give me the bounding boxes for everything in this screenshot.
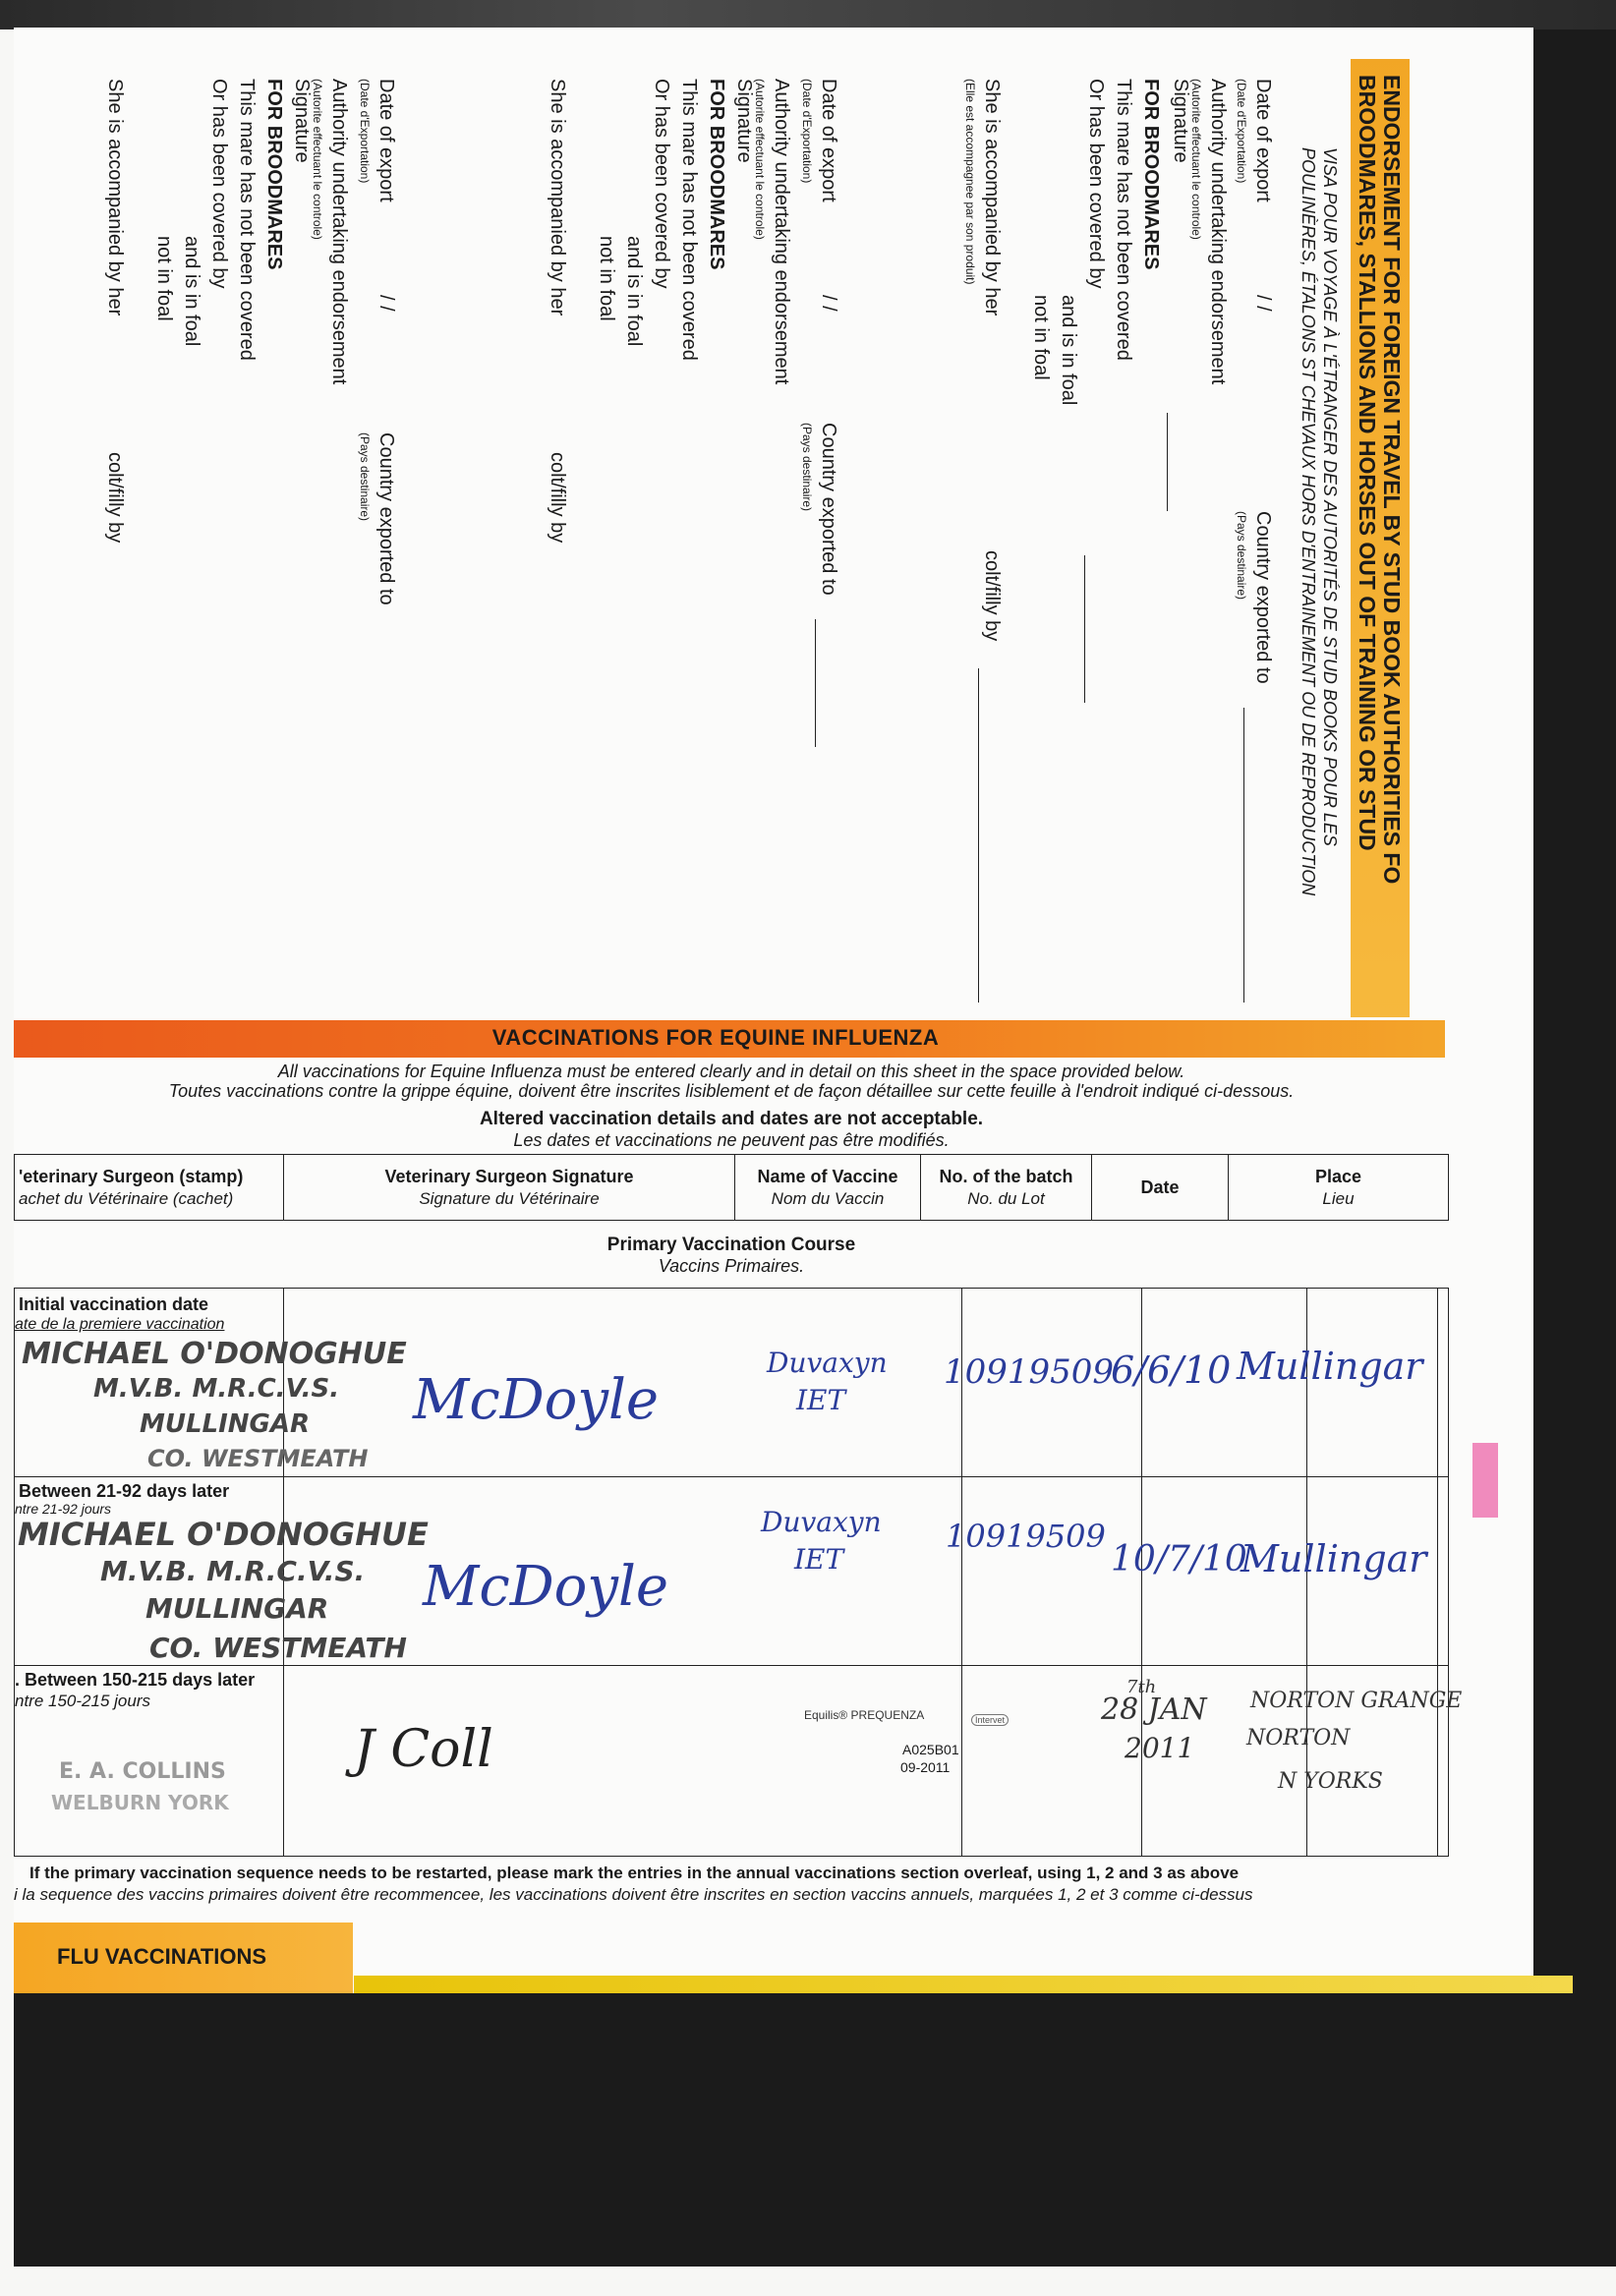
- vet-stamp-3-name: E. A. COLLINS: [59, 1759, 226, 1784]
- vet-stamp-3-town: WELBURN YORK: [51, 1791, 229, 1814]
- vet-signature-3: J Coll: [354, 1720, 493, 1779]
- authority-field-3[interactable]: Authority undertaking endorsement: [328, 79, 350, 385]
- header-date: Date: [1092, 1155, 1229, 1221]
- vaccination-date-3-day-suffix: 7th: [1126, 1677, 1157, 1697]
- header-signature: Veterinary Surgeon Signature Signature du Vétérinaire: [284, 1155, 735, 1221]
- vaccine-name-2: Duvaxyn: [761, 1506, 882, 1538]
- vaccine-sticker-lot: A025B01: [902, 1742, 959, 1757]
- vet-stamp-1-town: MULLINGAR: [140, 1409, 311, 1439]
- vet-stamp-1-qual: M.V.B. M.R.C.V.S.: [93, 1374, 340, 1404]
- flu-vaccinations-label: FLU VACCINATIONS: [57, 1944, 267, 1969]
- vaccine-name-1: Duvaxyn: [767, 1347, 888, 1379]
- endorsement-forms: [14, 59, 1410, 1017]
- endorsement-block-2: Date of export (Date d'Exportation) / / Country exported to (Pays destinaire) Authority undertaking endorsement (Autorite effectuant le controle) Signature FOR BROODMARES This mare has not been covered Or has been covered by and is in foal not in foal She is accompanied by her colt/filly by: [14, 59, 1410, 1017]
- primary-course-subtitle: Vaccins Primaires.: [658, 1256, 805, 1276]
- intro-fr: Toutes vaccinations contre la grippe équine, doivent être inscrites lisiblement et de façon détaillee sur cette feuille à l'endroit indiqué ci-dessous.: [168, 1081, 1295, 1101]
- vaccination-date-1: 6/6/10: [1111, 1349, 1232, 1392]
- authority-field-1[interactable]: Authority undertaking endorsement: [1207, 79, 1229, 385]
- batch-number-2: 10919509: [946, 1518, 1106, 1555]
- vaccinations-title: VACCINATIONS FOR EQUINE INFLUENZA: [491, 1025, 940, 1050]
- vaccine-type-1: IET: [796, 1384, 846, 1416]
- header-vaccine: Name of Vaccine Nom du Vaccin: [735, 1155, 921, 1221]
- place-cell-2[interactable]: [1438, 1477, 1449, 1666]
- altered-fr: Les dates et vaccinations ne peuvent pas être modifiés.: [513, 1130, 950, 1150]
- header-stamp: 'eterinary Surgeon (stamp) achet du Vétérinaire (cachet): [15, 1155, 284, 1221]
- vaccination-row: [15, 1666, 1449, 1857]
- vaccination-header-table: [14, 1154, 1449, 1221]
- vaccination-place-3-line3: N YORKS: [1278, 1769, 1383, 1794]
- vaccination-place-3-line2: NORTON: [1246, 1726, 1351, 1751]
- vet-stamp-2-qual: M.V.B. M.R.C.V.S.: [100, 1555, 366, 1587]
- restart-note-en: If the primary vaccination sequence needs to be restarted, please mark the entries in the annual vaccinations section overleaf, using 1, 2 and 3 as above: [29, 1864, 1240, 1882]
- vet-stamp-1-name: MICHAEL O'DONOGHUE: [22, 1337, 407, 1371]
- header-batch: No. of the batch No. du Lot: [921, 1155, 1092, 1221]
- endorsement-block-3: Date of export (Date d'Exportation) / / Country exported to (Pays destinaire) Authority undertaking endorsement (Autorite effectuant le controle) Signature FOR BROODMARES This mare has not been covered Or has been covered by and is in foal not in foal She is accompanied by her colt/filly by: [104, 79, 397, 605]
- vaccination-place-2: Mullingar: [1241, 1537, 1427, 1580]
- scan-edge-bottom: [14, 1993, 1616, 2267]
- booklet-yellow-edge: [354, 1976, 1573, 1993]
- endorsement-subtitle: VISA POUR VOYAGE À L'ÉTRANGER DES AUTORITÉS DE STUD BOOKS POUR LES POULINÈRES, ÉTALONS ST CHEVAUX HORS D'ENTRAINEMENT OU DE REPRODUCTION: [1299, 147, 1340, 896]
- vet-stamp-2-county: CO. WESTMEATH: [149, 1632, 407, 1664]
- authority-field-2[interactable]: Authority undertaking endorsement: [771, 79, 792, 385]
- vaccination-row-1-stamp-cell: Initial vaccination date ate de la premiere vaccination: [15, 1289, 962, 1477]
- scan-edge-top: [0, 0, 1616, 29]
- vaccination-place-1: Mullingar: [1237, 1345, 1423, 1388]
- vaccine-sticker-name: Equilis® PREQUENZA: [804, 1708, 925, 1722]
- vaccine-sticker-brand: Intervet: [971, 1714, 1009, 1726]
- place-cell-1[interactable]: [1438, 1289, 1449, 1477]
- endorsement-block-1: Date of export (Date d'Exportation) / / Country exported to (Pays destinaire) Authority undertaking endorsement (Autorite effectuant le controle) Signature FOR BROODMARES This mare has not been covered Or has been covered by and is in foal not in foal She is accompanied by her (Elle est accompagnee par son produit) colt/filly by: [948, 59, 1410, 1017]
- endorsement-title: ENDORSEMENT FOR FOREIGN TRAVEL BY STUD BOOK AUTHORITIES FO BROODMARES, STALLIONS AND HORSES OUT OF TRAINING OR STUD: [1355, 75, 1405, 885]
- primary-course-title: Primary Vaccination Course: [606, 1234, 856, 1255]
- vaccination-place-3-line1: NORTON GRANGE: [1250, 1689, 1463, 1713]
- altered-en: Altered vaccination details and dates are not acceptable.: [479, 1109, 984, 1129]
- vet-stamp-1-county: CO. WESTMEATH: [147, 1445, 369, 1472]
- header-place: Place Lieu: [1229, 1155, 1449, 1221]
- vet-signature-2: McDoyle: [423, 1555, 669, 1619]
- vaccination-date-3-year: 2011: [1125, 1732, 1195, 1764]
- vaccine-sticker-expiry: 09-2011: [900, 1759, 951, 1775]
- vaccination-row-3-stamp-cell: . Between 150-215 days later ntre 150-215 jours: [15, 1666, 962, 1857]
- restart-note-fr: i la sequence des vaccins primaires doivent être recommencee, les vaccinations doivent être inscrites en section vaccins annuels, marquées 1, 2 et 3 comme ci-dessus: [14, 1885, 1253, 1904]
- vaccine-type-2: IET: [794, 1543, 844, 1576]
- vet-signature-1: McDoyle: [413, 1368, 660, 1432]
- intro-en: All vaccinations for Equine Influenza must be entered clearly and in detail on this sheet in the space provided below.: [277, 1062, 1185, 1081]
- vaccination-date-2: 10/7/10: [1111, 1539, 1247, 1579]
- batch-number-1: 10919509: [944, 1352, 1115, 1392]
- vaccination-date-3-day: 28 JAN: [1101, 1693, 1207, 1727]
- pink-page-tab: [1472, 1443, 1498, 1518]
- vaccination-row-2-stamp-cell: Between 21-92 days later ntre 21-92 jours: [15, 1477, 962, 1666]
- vet-stamp-2-town: MULLINGAR: [145, 1592, 329, 1625]
- vet-stamp-2-name: MICHAEL O'DONOGHUE: [18, 1516, 429, 1553]
